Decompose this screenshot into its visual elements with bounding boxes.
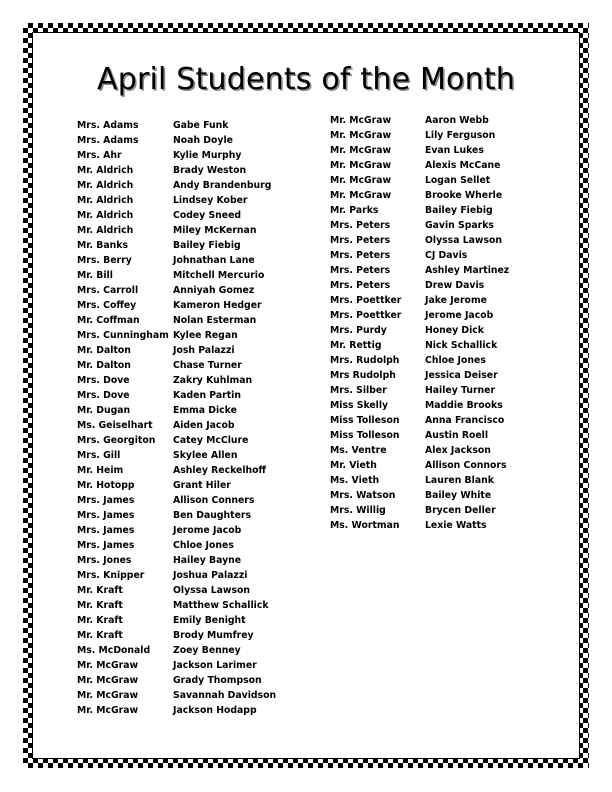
list-item bbox=[330, 443, 530, 458]
student-name: Chloe Jones bbox=[173, 540, 234, 551]
list-item bbox=[77, 658, 277, 673]
student-name: Alex Jackson bbox=[425, 445, 491, 456]
teacher-name: Mr. McGraw bbox=[77, 660, 139, 671]
teacher-name: Mr. Kraft bbox=[77, 585, 123, 596]
teacher-name: Mrs. James bbox=[77, 495, 135, 506]
teacher-name: Ms. Geiselhart bbox=[77, 420, 153, 431]
list-item bbox=[77, 238, 277, 253]
teacher-name: Mrs. Coffey bbox=[77, 300, 137, 311]
teacher-name: Mr. Kraft bbox=[77, 630, 123, 641]
list-item bbox=[330, 383, 530, 398]
teacher-name: Mrs. Silber bbox=[330, 385, 387, 396]
list-item bbox=[330, 113, 530, 128]
list-item bbox=[77, 208, 277, 223]
teacher-name: Mr. Coffman bbox=[77, 315, 140, 326]
student-name: Jerome Jacob bbox=[173, 525, 242, 536]
student-name: Ben Daughters bbox=[173, 510, 251, 521]
teacher-name: Mr. McGraw bbox=[330, 115, 392, 126]
list-item bbox=[77, 163, 277, 178]
student-name: CJ Davis bbox=[425, 250, 468, 261]
student-name: Lindsey Kober bbox=[173, 195, 248, 206]
teacher-name: Mrs. Poettker bbox=[330, 295, 402, 306]
teacher-name: Mr. Banks bbox=[77, 240, 128, 251]
teacher-name: Mrs. Peters bbox=[330, 280, 391, 291]
teacher-name: Miss Skelly bbox=[330, 400, 389, 411]
list-item bbox=[77, 703, 277, 718]
list-item bbox=[77, 223, 277, 238]
student-name: Josh Palazzi bbox=[173, 345, 235, 356]
list-item bbox=[330, 293, 530, 308]
teacher-name: Ms. Wortman bbox=[330, 520, 400, 531]
teacher-name: Mrs Rudolph bbox=[330, 370, 396, 381]
teacher-name: Mrs. Peters bbox=[330, 250, 391, 261]
teacher-name: Mr. Hotopp bbox=[77, 480, 135, 491]
teacher-name: Mr. McGraw bbox=[330, 190, 392, 201]
list-item bbox=[77, 553, 277, 568]
list-item bbox=[77, 358, 277, 373]
teacher-name: Mr. Bill bbox=[77, 270, 113, 281]
list-item bbox=[77, 493, 277, 508]
student-name: Austin Roell bbox=[425, 430, 489, 441]
teacher-name: Ms. Vieth bbox=[330, 475, 380, 486]
teacher-name: Mr. McGraw bbox=[330, 175, 392, 186]
list-item bbox=[330, 248, 530, 263]
list-item bbox=[330, 413, 530, 428]
teacher-name: Mr. Vieth bbox=[330, 460, 377, 471]
teacher-name: Mrs. Peters bbox=[330, 265, 391, 276]
teacher-name: Mrs. Dove bbox=[77, 375, 130, 386]
student-name: Drew Davis bbox=[425, 280, 485, 291]
student-name: Kaden Partin bbox=[173, 390, 241, 401]
student-name: Jessica Deiser bbox=[425, 370, 498, 381]
list-item bbox=[77, 178, 277, 193]
student-name: Miley McKernan bbox=[173, 225, 257, 236]
list-item bbox=[330, 353, 530, 368]
teacher-name: Mrs. Dove bbox=[77, 390, 130, 401]
student-name: Lily Ferguson bbox=[425, 130, 496, 141]
teacher-name: Mrs. Poettker bbox=[330, 310, 402, 321]
list-item bbox=[77, 313, 277, 328]
list-item bbox=[77, 688, 277, 703]
teacher-name: Mr. Aldrich bbox=[77, 210, 134, 221]
student-name: Grant Hiler bbox=[173, 480, 231, 491]
teacher-name: Mr. Dugan bbox=[77, 405, 131, 416]
teacher-name: Mr. Dalton bbox=[77, 360, 131, 371]
teacher-name: Mr. McGraw bbox=[77, 690, 139, 701]
student-name: Aiden Jacob bbox=[173, 420, 235, 431]
list-item bbox=[77, 403, 277, 418]
student-name: Mitchell Mercurio bbox=[173, 270, 265, 281]
teacher-name: Mr. Aldrich bbox=[77, 225, 134, 236]
teacher-name: Mr. Dalton bbox=[77, 345, 131, 356]
student-name: Johnathan Lane bbox=[173, 255, 255, 266]
teacher-name: Mrs. Knipper bbox=[77, 570, 145, 581]
teacher-name: Mrs. Georgiton bbox=[77, 435, 156, 446]
teacher-name: Mr. Aldrich bbox=[77, 195, 134, 206]
student-name: Nolan Esterman bbox=[173, 315, 257, 326]
list-item bbox=[330, 338, 530, 353]
list-item bbox=[77, 343, 277, 358]
list-item bbox=[330, 143, 530, 158]
student-name: Jackson Larimer bbox=[173, 660, 257, 671]
student-name: Brooke Wherle bbox=[425, 190, 503, 201]
teacher-name: Mrs. Gill bbox=[77, 450, 121, 461]
list-item bbox=[330, 188, 530, 203]
teacher-name: Mrs. Peters bbox=[330, 235, 391, 246]
list-item bbox=[77, 133, 277, 148]
list-item bbox=[330, 128, 530, 143]
student-name: Zoey Benney bbox=[173, 645, 241, 656]
student-name: Zakry Kuhlman bbox=[173, 375, 253, 386]
student-name: Jerome Jacob bbox=[425, 310, 494, 321]
teacher-name: Mr. Kraft bbox=[77, 600, 123, 611]
list-item bbox=[77, 433, 277, 448]
list-item bbox=[330, 218, 530, 233]
student-name: Grady Thompson bbox=[173, 675, 262, 686]
student-name: Honey Dick bbox=[425, 325, 484, 336]
teacher-name: Mrs. Rudolph bbox=[330, 355, 400, 366]
student-name: Logan Sellet bbox=[425, 175, 491, 186]
student-name: Anniyah Gomez bbox=[173, 285, 255, 296]
teacher-name: Mr. McGraw bbox=[330, 145, 392, 156]
teacher-name: Mrs. Cunningham bbox=[77, 330, 169, 341]
student-name: Olyssa Lawson bbox=[173, 585, 251, 596]
student-name: Hailey Turner bbox=[425, 385, 496, 396]
student-name: Nick Schallick bbox=[425, 340, 498, 351]
teacher-name: Mr. Parks bbox=[330, 205, 379, 216]
list-item bbox=[330, 428, 530, 443]
list-item bbox=[77, 373, 277, 388]
list-item bbox=[77, 628, 277, 643]
list-item bbox=[330, 473, 530, 488]
list-item bbox=[77, 283, 277, 298]
list-item bbox=[330, 308, 530, 323]
list-item bbox=[77, 118, 277, 133]
student-name: Catey McClure bbox=[173, 435, 249, 446]
student-name: Hailey Bayne bbox=[173, 555, 242, 566]
teacher-name: Mr. Rettig bbox=[330, 340, 382, 351]
teacher-name: Mr. McGraw bbox=[330, 130, 392, 141]
student-name: Noah Doyle bbox=[173, 135, 233, 146]
left-column-list bbox=[77, 118, 277, 718]
student-name: Anna Francisco bbox=[425, 415, 505, 426]
teacher-name: Mrs. Jones bbox=[77, 555, 132, 566]
teacher-name: Ms. Ventre bbox=[330, 445, 387, 456]
teacher-name: Mrs. Purdy bbox=[330, 325, 387, 336]
student-name: Gavin Sparks bbox=[425, 220, 494, 231]
teacher-name: Mrs. Peters bbox=[330, 220, 391, 231]
list-item bbox=[330, 323, 530, 338]
list-item bbox=[77, 298, 277, 313]
student-name: Kylie Murphy bbox=[173, 150, 242, 161]
list-item bbox=[77, 193, 277, 208]
student-name: Codey Sneed bbox=[173, 210, 242, 221]
teacher-name: Mr. McGraw bbox=[77, 705, 139, 716]
list-item bbox=[330, 503, 530, 518]
list-item bbox=[77, 643, 277, 658]
list-item bbox=[77, 448, 277, 463]
list-item bbox=[77, 148, 277, 163]
student-name: Ashley Reckelhoff bbox=[173, 465, 267, 476]
page-title: April Students of the Month bbox=[96, 62, 516, 97]
student-name: Aaron Webb bbox=[425, 115, 489, 126]
list-item bbox=[77, 598, 277, 613]
teacher-name: Mr. Kraft bbox=[77, 615, 123, 626]
teacher-name: Mrs. James bbox=[77, 540, 135, 551]
teacher-name: Miss Tolleson bbox=[330, 430, 400, 441]
teacher-name: Mr. McGraw bbox=[330, 160, 392, 171]
student-name: Maddie Brooks bbox=[425, 400, 503, 411]
student-name: Olyssa Lawson bbox=[425, 235, 503, 246]
student-name: Skylee Allen bbox=[173, 450, 238, 461]
student-name: Bailey Fiebig bbox=[425, 205, 493, 216]
list-item bbox=[77, 253, 277, 268]
student-name: Bailey Fiebig bbox=[173, 240, 241, 251]
list-item bbox=[330, 233, 530, 248]
student-name: Gabe Funk bbox=[173, 120, 229, 131]
student-name: Brody Mumfrey bbox=[173, 630, 254, 641]
student-name: Emily Benight bbox=[173, 615, 246, 626]
list-item bbox=[77, 613, 277, 628]
student-name: Brycen Deller bbox=[425, 505, 496, 516]
student-name: Lauren Blank bbox=[425, 475, 494, 486]
teacher-name: Miss Tolleson bbox=[330, 415, 400, 426]
teacher-name: Mrs. Willig bbox=[330, 505, 386, 516]
list-item bbox=[77, 268, 277, 283]
list-item bbox=[330, 158, 530, 173]
student-name: Jake Jerome bbox=[425, 295, 487, 306]
student-name: Andy Brandenburg bbox=[173, 180, 272, 191]
list-item bbox=[77, 478, 277, 493]
teacher-name: Mr. McGraw bbox=[77, 675, 139, 686]
list-item bbox=[330, 398, 530, 413]
list-item bbox=[77, 673, 277, 688]
teacher-name: Mrs. Ahr bbox=[77, 150, 122, 161]
list-item bbox=[77, 583, 277, 598]
teacher-name: Mrs. Watson bbox=[330, 490, 396, 501]
list-item bbox=[77, 463, 277, 478]
list-item bbox=[77, 538, 277, 553]
student-name: Kameron Hedger bbox=[173, 300, 262, 311]
right-column-list bbox=[330, 113, 530, 533]
teacher-name: Mr. Heim bbox=[77, 465, 124, 476]
list-item bbox=[77, 388, 277, 403]
student-name: Emma Dicke bbox=[173, 405, 237, 416]
student-name: Allison Conners bbox=[173, 495, 255, 506]
list-item bbox=[330, 263, 530, 278]
student-name: Joshua Palazzi bbox=[173, 570, 248, 581]
teacher-name: Mrs. Berry bbox=[77, 255, 132, 266]
list-item bbox=[330, 368, 530, 383]
student-name: Evan Lukes bbox=[425, 145, 484, 156]
teacher-name: Mr. Aldrich bbox=[77, 180, 134, 191]
teacher-name: Mrs. Carroll bbox=[77, 285, 139, 296]
list-item bbox=[77, 418, 277, 433]
list-item bbox=[77, 328, 277, 343]
list-item bbox=[77, 508, 277, 523]
student-name: Allison Connors bbox=[425, 460, 507, 471]
list-item bbox=[77, 568, 277, 583]
student-name: Kylee Regan bbox=[173, 330, 238, 341]
student-name: Jackson Hodapp bbox=[173, 705, 257, 716]
teacher-name: Mrs. Adams bbox=[77, 120, 139, 131]
student-name: Ashley Martinez bbox=[425, 265, 510, 276]
teacher-name: Ms. McDonald bbox=[77, 645, 151, 656]
student-name: Chase Turner bbox=[173, 360, 242, 371]
list-item bbox=[77, 523, 277, 538]
list-item bbox=[330, 173, 530, 188]
list-item bbox=[330, 518, 530, 533]
list-item bbox=[330, 278, 530, 293]
teacher-name: Mr. Aldrich bbox=[77, 165, 134, 176]
student-name: Bailey White bbox=[425, 490, 492, 501]
teacher-name: Mrs. James bbox=[77, 510, 135, 521]
student-name: Brady Weston bbox=[173, 165, 247, 176]
student-name: Chloe Jones bbox=[425, 355, 486, 366]
student-name: Alexis McCane bbox=[425, 160, 501, 171]
list-item bbox=[330, 458, 530, 473]
list-item bbox=[330, 488, 530, 503]
list-item bbox=[330, 203, 530, 218]
teacher-name: Mrs. Adams bbox=[77, 135, 139, 146]
teacher-name: Mrs. James bbox=[77, 525, 135, 536]
student-name: Matthew Schallick bbox=[173, 600, 269, 611]
student-name: Lexie Watts bbox=[425, 520, 487, 531]
student-name: Savannah Davidson bbox=[173, 690, 277, 701]
